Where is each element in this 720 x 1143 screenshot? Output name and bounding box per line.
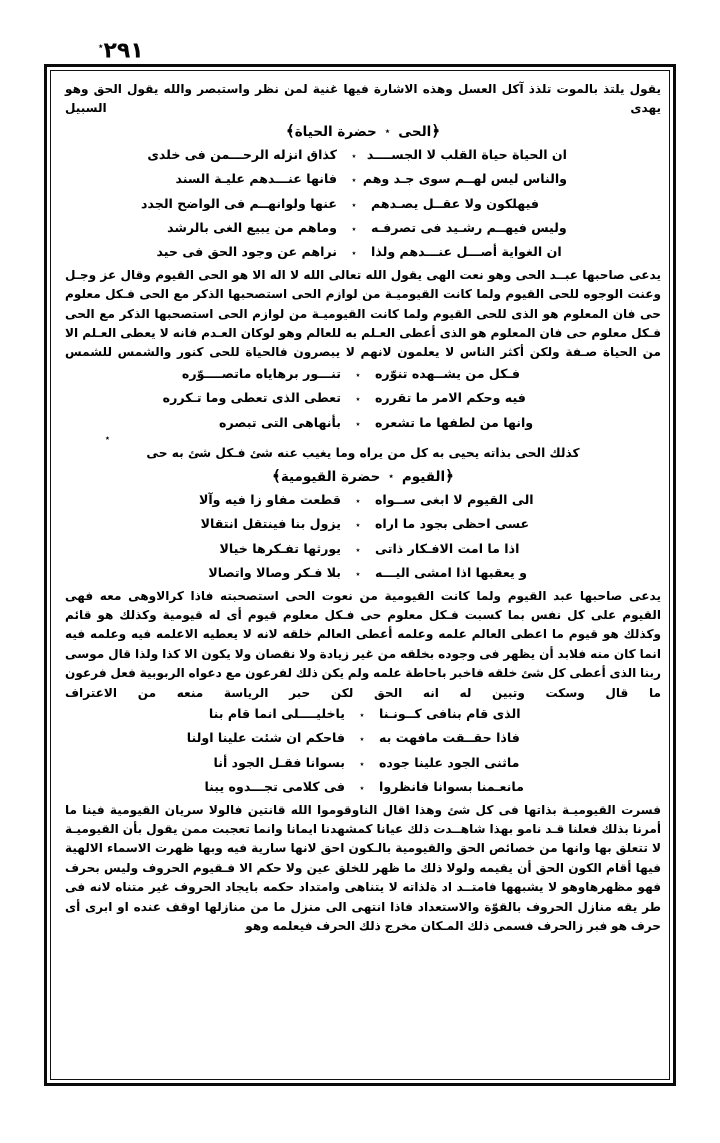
- verse-star-separator: ٭: [359, 710, 365, 721]
- hemistich-second: فى كلامى تجـــدوه يبنا: [204, 779, 345, 795]
- verse-line: [65, 489, 661, 513]
- verse-star-separator: ٭: [351, 151, 357, 162]
- verse-star-separator: ٭: [355, 545, 361, 556]
- verse-block-final: [65, 703, 661, 801]
- verse-line: [65, 513, 661, 537]
- verse-star-separator: ٭: [359, 784, 365, 795]
- hemistich-second: قطعت مفاو زا فيه وآلا: [198, 491, 341, 507]
- verse-line: [65, 363, 661, 387]
- verse-line: [65, 562, 661, 586]
- heading-open-brace: ﴿: [445, 466, 454, 485]
- hemistich-first: وليس فيهــم رشـيد فى تصرفـه: [371, 220, 567, 236]
- verse-line: [65, 144, 661, 168]
- verse-line: [65, 776, 661, 800]
- page-content: [56, 74, 670, 1074]
- verse-line: [65, 241, 661, 265]
- hemistich-first: ان الغواية أصـــل عنـــدهم ولذا: [371, 244, 562, 260]
- verse-star-separator: ٭: [355, 496, 361, 507]
- verse-line: [65, 412, 661, 436]
- verse-star-separator: ٭: [355, 419, 361, 430]
- verse-line: [65, 387, 661, 411]
- hemistich-second: فانها عنـــدهم عليـة السند: [175, 171, 337, 187]
- hemistich-second: بسوانا فقـل الجود أنا: [213, 754, 345, 770]
- page-number-value: ٢٩١: [103, 38, 144, 64]
- verse-star-separator: ٭: [355, 370, 361, 381]
- verse-block-qayyum: [65, 489, 661, 587]
- hemistich-second: وماهم من يبيع الغى بالرشد: [167, 220, 337, 236]
- page-number: [98, 34, 144, 64]
- verse-star-separator: ٭: [359, 735, 365, 746]
- hemistich-first: وانها من لطفها ما تشعره: [375, 414, 534, 430]
- hemistich-second: بأنهاهى التى تبصره: [219, 414, 341, 430]
- heading-divine-name-hayy: الحى: [398, 123, 432, 140]
- heading-star-separator: ٭: [388, 470, 394, 482]
- hemistich-second: تعطى الذى تعطى وما تـكرره: [162, 390, 341, 406]
- hemistich-first: عسى احظى بجود ما اراه: [375, 516, 530, 532]
- heading-open-brace: ﴿: [431, 121, 441, 140]
- section-heading-hayy: [65, 120, 661, 143]
- prose-paragraph-final: فسرت القيوميـة بذاتها فى كل شئ وهذا اقال الناوقوموا الله قانتين فالولا سريان القيومية فينا ما أمرنا بذلك فعلنا قـد نامو بهذا شاهــدت ذلك عيانا كمشهدنا ايمانا وانما تعجبت ممن يقول بأن القيوميـة لا تتعلق بها وانها من خصائص الحق والقيومية بالـكون احق لانها سارية فيه وبها ظهرت الاسماء الالهية فيها أقام الكون الحق أن يقيمه ولولا ذلك ما ظهر للخلق عين ولا حكم الا فـقيوم الحروف وليس بحرف فهو مظهرهاوهو لا يشبهها فامتــد اد ةلذاته لا يتناهى وامتداد حكمه بايجاد الحروف غير متناه لانه فى طر يقه منازل الحروف بالقوّة والاستعداد فاذا انتهى الى منزل ما من منازلها اوقف عنده او ابرى أى حرف هو فبر زالحرف فسمى ذلك المـكان مخرج ذلك الحرف فيعلمه وهو: [65, 802, 661, 934]
- heading-star-separator: ٭: [384, 125, 391, 137]
- hemistich-first: فيهلكون ولا عقــل يصـدهم: [371, 195, 540, 211]
- hemistich-first: مانعـمنا بسوانا فانظروا: [379, 779, 524, 795]
- section-heading-qayyum: [65, 465, 661, 488]
- hemistich-first: اذا ما امت الافـكار ذاتى: [375, 540, 520, 556]
- hemistich-second: ياخليــــلى انما قام بنا: [208, 705, 345, 721]
- page-number-row: [0, 34, 720, 64]
- verse-block-hayy-second: [65, 363, 661, 444]
- verse-star-separator: ٭: [351, 176, 357, 187]
- closing-line-hayy: كذلك الحى بذاته يحيى به كل من يراه وما يغيب عنه شئ فـكل شئ به حى: [146, 446, 580, 461]
- hemistich-first: و يعقبها اذا امشى اليـــه: [375, 565, 527, 581]
- verse-star-separator: ٭: [351, 249, 357, 260]
- hemistich-first: فاذا حقــقت مافهت به: [379, 730, 520, 746]
- verse-line: [65, 168, 661, 192]
- verse-line: [65, 752, 661, 776]
- hemistich-second: بلا فـكر وصالا واتصالا: [208, 565, 341, 581]
- verse-block-hayy: [65, 144, 661, 266]
- verse-line: [65, 538, 661, 562]
- opening-line: يقول يلتذ بالموت تلذذ آكل العسل وهذه الاشارة فيها غنية لمن نظر واستبصر والله يقول الحق وهو يهدى السبيل: [65, 82, 661, 116]
- heading-title-hayy: حضرة الحياة: [294, 123, 377, 140]
- verse-line: [65, 217, 661, 241]
- verse-star-separator: ٭: [355, 395, 361, 406]
- verse-star-separator: ٭: [359, 759, 365, 770]
- page-number-superscript-mark: ٭: [98, 41, 104, 52]
- verse-line: [65, 193, 661, 217]
- hemistich-second: عنها ولوانهــم فى الواضح الجدد: [141, 195, 337, 211]
- hemistich-first: والناس ليس لهــم سوى جـد وهم: [362, 171, 567, 187]
- verse-star-separator: ٭: [351, 200, 357, 211]
- hemistich-first: فيه وحكم الامر ما تقرره: [375, 390, 526, 406]
- heading-title-qayyum: حضرة القيومية: [280, 468, 381, 485]
- heading-close-brace: ﴾: [272, 466, 281, 485]
- hemistich-second: تنـــور برهاياه ماتصــــوّره: [181, 365, 341, 381]
- hemistich-first: ان الحياة حياة القلب لا الجســــد: [366, 146, 567, 162]
- hemistich-second: يزول بنا فينتقل انتقالا: [200, 516, 341, 532]
- prose-paragraph-hayy: يدعى صاحبها عبــد الحى وهو نعت الهى يقول الله تعالى الله لا اله الا هو الحى القيوم وقال عز وجـل وعنت الوجوه للحى القيوم ولما كانت القيوميـة من لوازم الحى استصحبها الذكر مع الحى فـكل معلوم حى فان المعلوم هو الذى للحى القيوم ولما كانت القيوميـة من لوازم الحى استصحبها الذكر مع الحى فـكل معلوم حى فان المعلوم هو الذى أعطى العـلم به للعالم وهو لوكان العـدم فانه لا يعطى العـلم الا من الحياة صـفة ولكن أكثر الناس لا يعلمون لانهم لا يبصرون فالحياة للحى كنور والشمس للشمس: [65, 267, 661, 360]
- verse-star-separator: ٭: [351, 225, 357, 236]
- verse-star-separator: ٭: [355, 570, 361, 581]
- hemistich-second: فاحكم ان شئت علينا اولنا: [186, 730, 345, 746]
- heading-divine-name-qayyum: القيوم: [401, 468, 446, 485]
- verse-star-separator: ٭: [355, 521, 361, 532]
- verse-line: [65, 703, 661, 727]
- hemistich-first: الى القيوم لا ابغى ســواه: [375, 491, 534, 507]
- hemistich-first: فـكل من يشــهده تنوّره: [375, 365, 521, 381]
- hemistich-second: يورثها تفـكرها خيالا: [219, 540, 341, 556]
- hemistich-second: كذاق انزله الرحـــمن فى خلدى: [147, 146, 337, 162]
- hemistich-first: ماثنى الجود علينا جوده: [379, 754, 520, 770]
- hemistich-first: الذى قام بنافى كــونـنا: [379, 705, 521, 721]
- hemistich-second: نراهم عن وجود الحق فى حيد: [156, 244, 337, 260]
- verse-line: [65, 727, 661, 751]
- heading-close-brace: ﴾: [285, 121, 295, 140]
- prose-paragraph-qayyum: يدعى صاحبها عبد القيوم ولما كانت القيومية من نعوت الحى استصحبته فاذا كرالاوهى معه فهى القيوم على كل نفس بما كسبت فـكل معلوم حى فـكل معلوم قيوم أى له قيومية وكذلك هو قائم وكذلك هو قيوم ما اعطى العالم علمه وعلمه أعطى العالم خلقه لانه لا يعطيه الاعلمه فيه وعلمه فيه انما كان منه فلابد أن يظهر فى وجوده بخلقه من غير زيادة ولا نقصان ولا يكون الا كذا ولذا قال موسى ربنا الذى أعطى كل شئ خلقه فاخبر باحاطة علمه ولم يكن ذلك لفرعون مع دعواه الربوبية فعل فرعون ما قال وسكت وتبين له انه الحق لكن حبر الرياسة منعه من الاعتراف: [65, 588, 661, 700]
- verse-trailing-star: ٭: [105, 434, 110, 445]
- page-border-frame: [44, 64, 676, 1086]
